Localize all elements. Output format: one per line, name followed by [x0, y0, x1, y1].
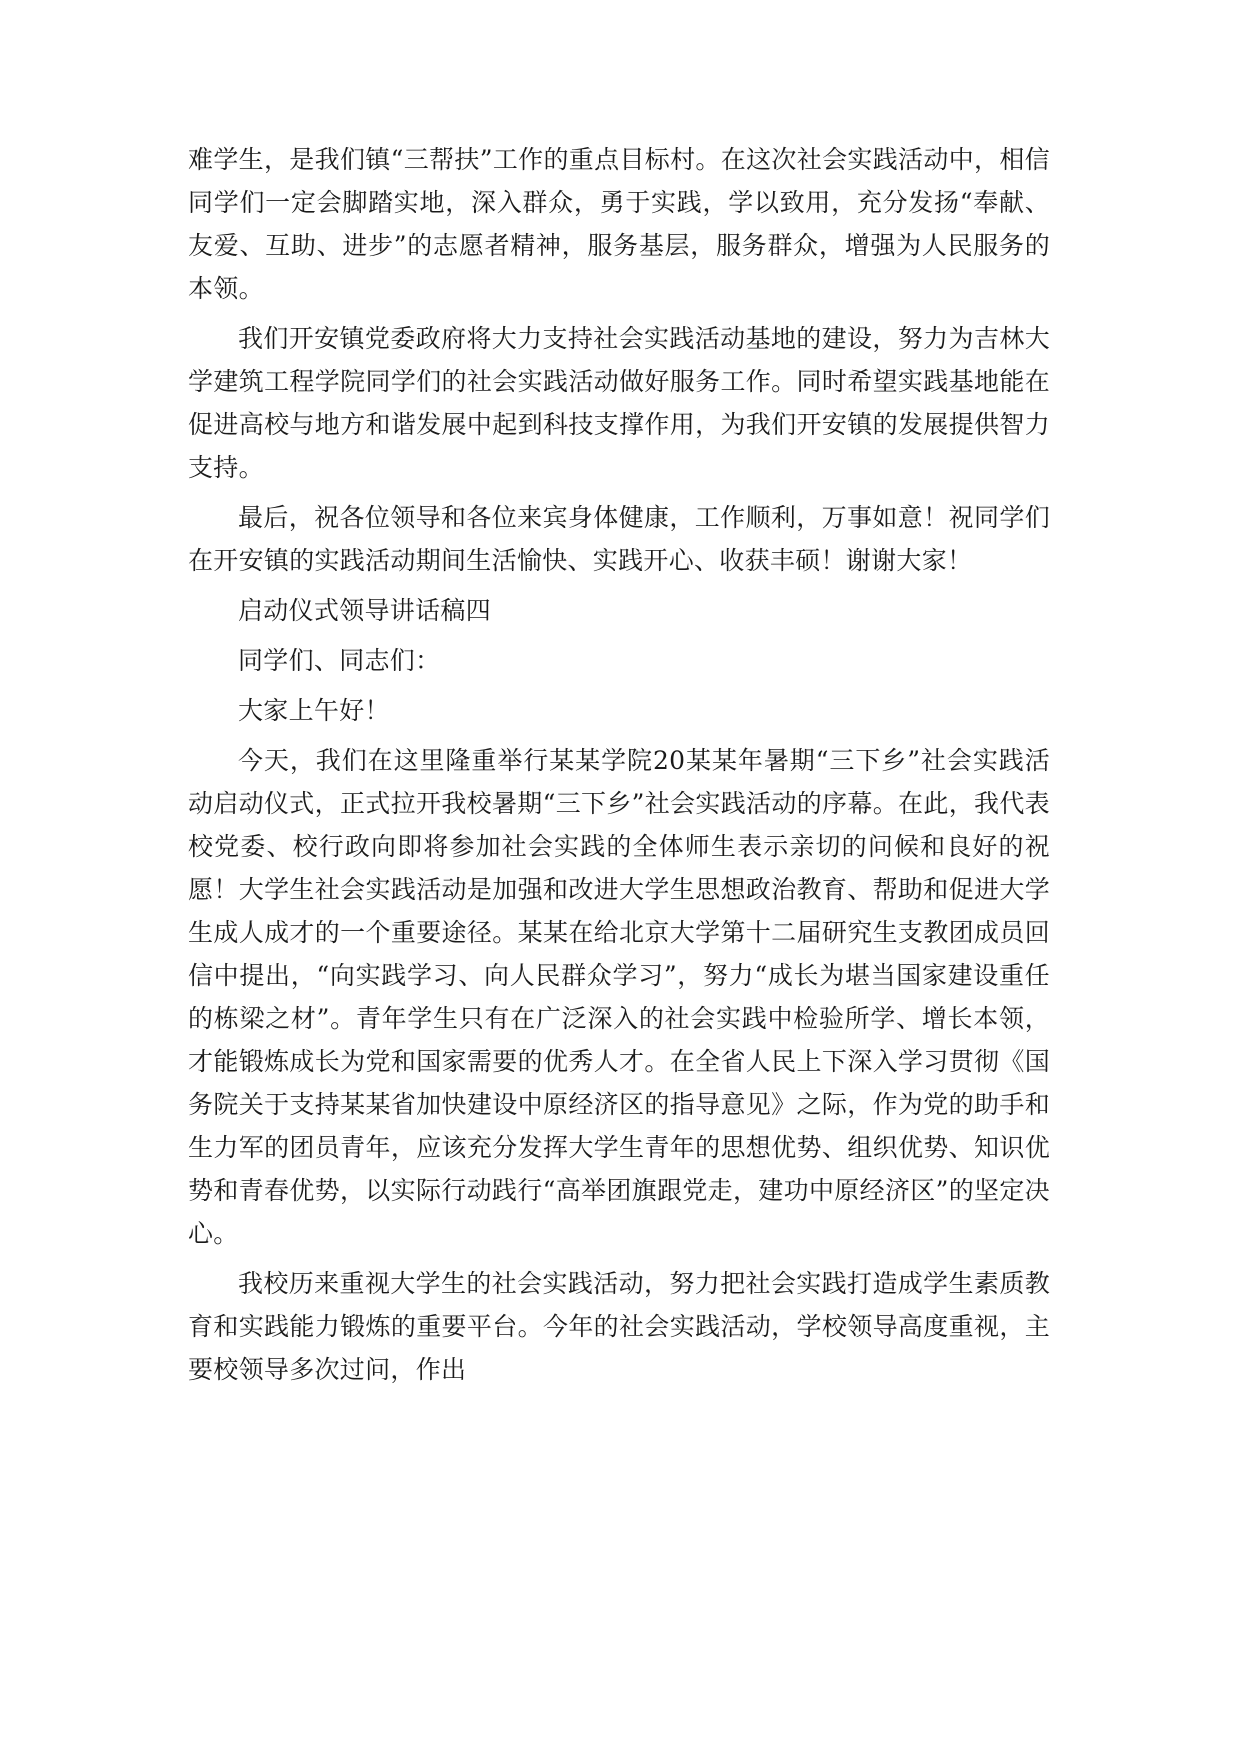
paragraph-school-emphasis: 我校历来重视大学生的社会实践活动，努力把社会实践打造成学生素质教育和实践能力锻炼的重要平台。今年的社会实践活动，学校领导高度重视，主要校领导多次过问，作出	[188, 1269, 1050, 1384]
paragraph-support: 我们开安镇党委政府将大力支持社会实践活动基地的建设，努力为吉林大学建筑工程学院同学们的社会实践活动做好服务工作。同时希望实践基地能在促进高校与地方和谐发展中起到科技支撑作用，为我们开安镇的发展提供智力支持。	[188, 324, 1050, 482]
section-heading: 启动仪式领导讲话稿四	[238, 596, 492, 625]
paragraph-continuation: 难学生，是我们镇“三帮扶”工作的重点目标村。在这次社会实践活动中，相信同学们一定会脚踏实地，深入群众，勇于实践，学以致用，充分发扬“奉献、友爱、互助、进步”的志愿者精神，服务基层，服务群众，增强为人民服务的本领。	[188, 145, 1050, 303]
greeting: 大家上午好！	[238, 696, 390, 725]
paragraph-opening: 今天，我们在这里隆重举行某某学院20某某年暑期“三下乡”社会实践活动启动仪式，正式拉开我校暑期“三下乡”社会实践活动的序幕。在此，我代表校党委、校行政向即将参加社会实践的全体师生表示亲切的问候和良好的祝愿！大学生社会实践活动是加强和改进大学生思想政治教育、帮助和促进大学生成人成才的一个重要途径。某某在给北京大学第十二届研究生支教团成员回信中提出，“向实践学习、向人民群众学习”，努力“成长为堪当国家建设重任的栋梁之材”。青年学生只有在广泛深入的社会实践中检验所学、增长本领，才能锻炼成长为党和国家需要的优秀人才。在全省人民上下深入学习贯彻《国务院关于支持某某省加快建设中原经济区的指导意见》之际，作为党的助手和生力军的团员青年，应该充分发挥大学生青年的思想优势、组织优势、知识优势和青春优势，以实际行动践行“高举团旗跟党走，建功中原经济区”的坚定决心。	[188, 746, 1050, 1248]
salutation: 同学们、同志们：	[238, 646, 441, 675]
paragraph-closing: 最后，祝各位领导和各位来宾身体健康，工作顺利，万事如意！祝同学们在开安镇的实践活动期间生活愉快、实践开心、收获丰硕！谢谢大家！	[188, 503, 1050, 575]
document-body	[188, 138, 1050, 1398]
